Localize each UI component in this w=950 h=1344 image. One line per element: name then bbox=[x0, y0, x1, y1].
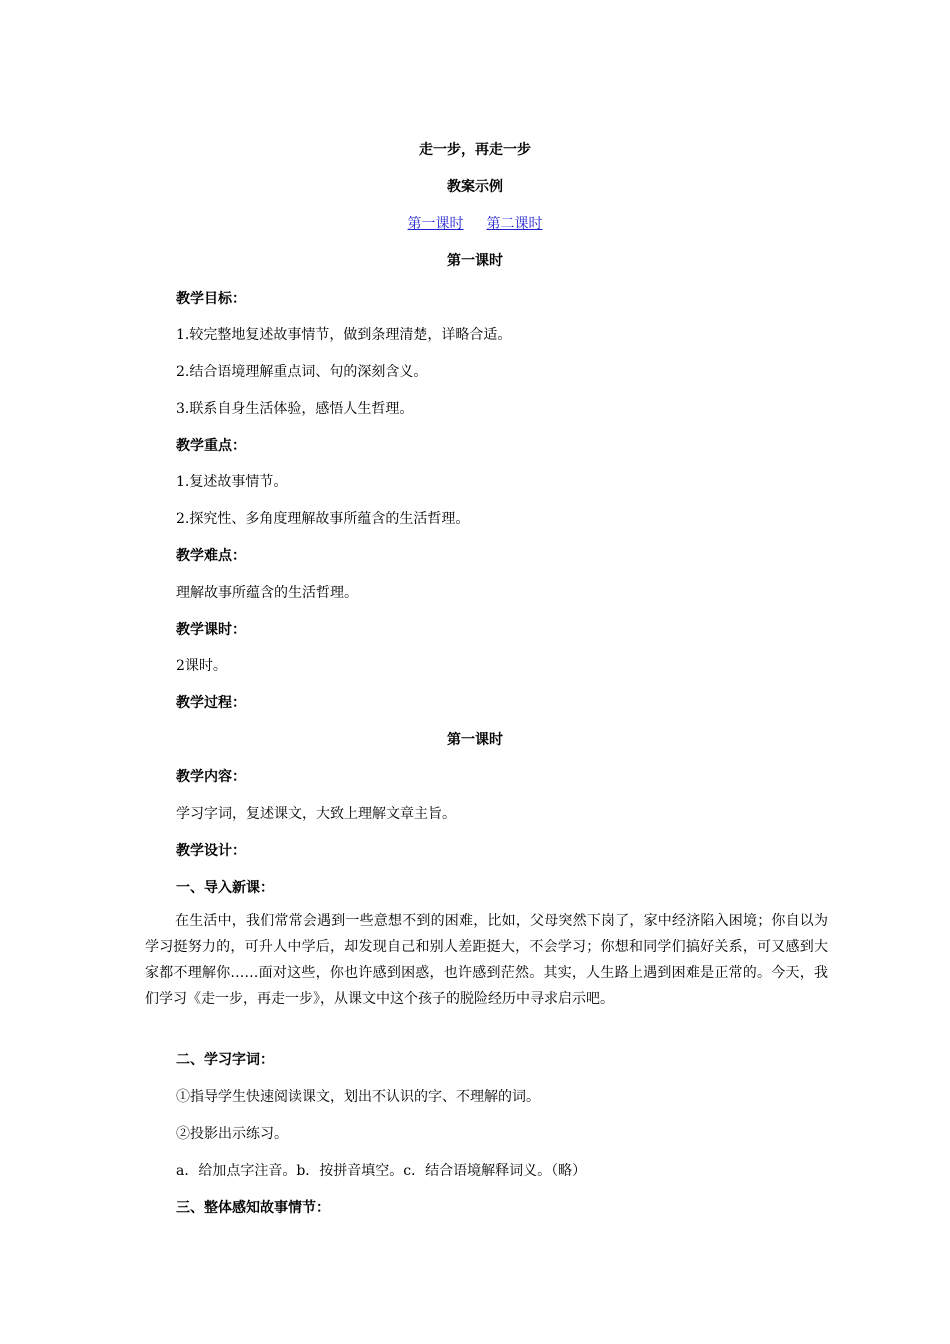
key-points-heading: 教学重点： bbox=[176, 438, 246, 454]
key-point-item: 1.复述故事情节。 bbox=[176, 474, 288, 490]
lesson-1-heading: 第一课时 bbox=[447, 732, 503, 748]
key-point-item: 2.探究性、多角度理解故事所蕴含的生活哲理。 bbox=[176, 511, 470, 527]
link-lesson-2[interactable]: 第二课时 bbox=[486, 216, 543, 232]
vocab-item: a．给加点字注音。b．按拼音填空。c．结合语境解释词义。（略） bbox=[176, 1163, 587, 1179]
vocab-heading: 二、学习字词： bbox=[176, 1052, 274, 1068]
intro-heading: 一、导入新课： bbox=[176, 880, 274, 896]
content-heading: 教学内容： bbox=[176, 769, 246, 785]
lesson-nav bbox=[0, 213, 950, 233]
document-subtitle: 教案示例 bbox=[447, 179, 503, 195]
link-lesson-1[interactable]: 第一课时 bbox=[407, 216, 464, 232]
hours-text: 2课时。 bbox=[176, 658, 227, 674]
objective-item: 1.较完整地复述故事情节，做到条理清楚，详略合适。 bbox=[176, 327, 512, 343]
objective-item: 2.结合语境理解重点词、句的深刻含义。 bbox=[176, 364, 428, 380]
objectives-heading: 教学目标： bbox=[176, 291, 246, 307]
overall-heading: 三、整体感知故事情节： bbox=[176, 1200, 330, 1216]
section-heading-lesson-1: 第一课时 bbox=[447, 253, 503, 269]
difficulties-text: 理解故事所蕴含的生活哲理。 bbox=[176, 585, 358, 601]
document-title: 走一步，再走一步 bbox=[419, 142, 531, 158]
objective-item: 3.联系自身生活体验，感悟人生哲理。 bbox=[176, 401, 414, 417]
process-heading: 教学过程： bbox=[176, 695, 246, 711]
difficulties-heading: 教学难点： bbox=[176, 548, 246, 564]
design-heading: 教学设计： bbox=[176, 843, 246, 859]
hours-heading: 教学课时： bbox=[176, 622, 246, 638]
intro-paragraph: 在生活中，我们常常会遇到一些意想不到的困难，比如，父母突然下岗了，家中经济陷入困境；你自以为学习挺努力的，可升人中学后，却发现自己和别人差距挺大，不会学习；你想和同学们搞好关系，可又感到大家都不理解你……面对这些，你也许感到困惑，也许感到茫然。其实，人生路上遇到困难是正常的。今天，我们学习《走一步，再走一步》，从课文中这个孩子的脱险经历中寻求启示吧。 bbox=[145, 913, 828, 1007]
vocab-item: ①指导学生快速阅读课文，划出不认识的字、不理解的词。 bbox=[176, 1089, 540, 1105]
vocab-item: ②投影出示练习。 bbox=[176, 1126, 288, 1142]
content-text: 学习字词，复述课文，大致上理解文章主旨。 bbox=[176, 806, 456, 822]
